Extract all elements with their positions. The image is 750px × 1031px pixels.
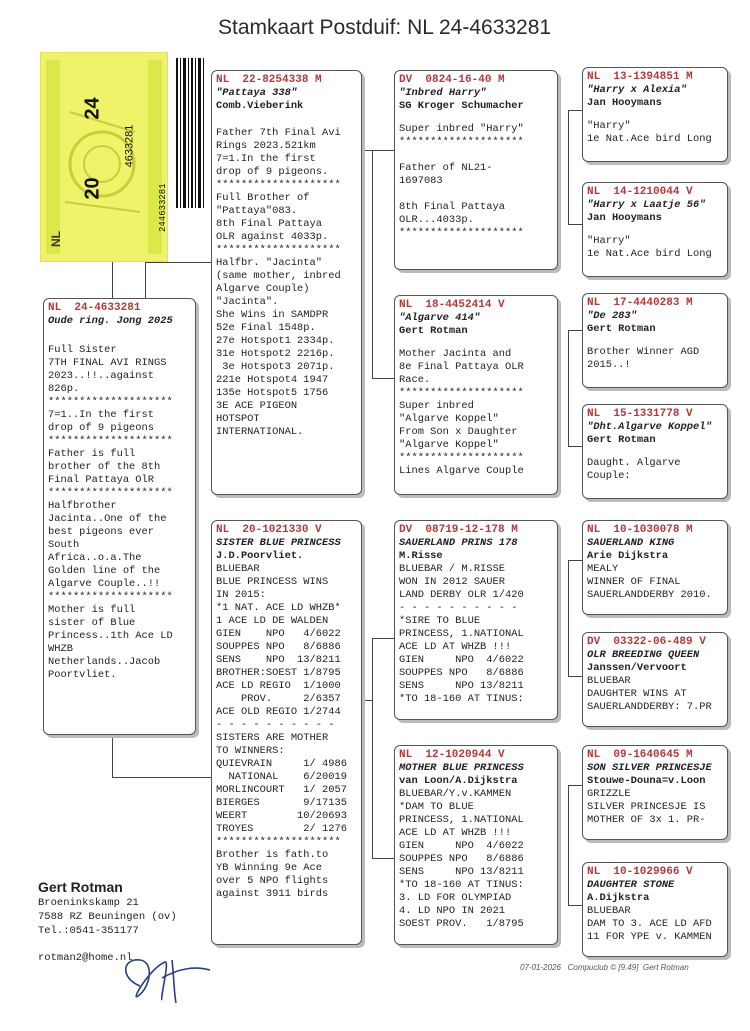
mf-text: BLUEBAR / M.RISSE WON IN 2012 SAUER LAND DERBY OLR 1/420 - - - - - - - - - - *SIRE TO BLUE PRINCESS, 1.NATIONAL ACE LD AT WHZB !!! GIEN NPO 4/6022 SOUPPES NPO 8/6886 SENS NPO 13/8211 *TO 18-160 AT TINUS: (399, 563, 524, 705)
fmf-card (582, 293, 728, 388)
mm-text: BLUEBAR/Y.v.KAMMEN *DAM TO BLUE PRINCESS, 1.NATIONAL ACE LD AT WHZB !!! GIEN NPO 4/6022 SOUPPES NPO 8/6886 SENS NPO 13/8211 *TO 18-160 AT TINUS: 3. LD FOR OLYMPIAD 4. LD NPO IN 2021 SOEST PROV. 1/8795 (399, 788, 524, 930)
connector-line (145, 262, 211, 263)
fm-text: Mother Jacinta and 8e Final Pattaya OLR Race. ******************** Super inbred "Algarve Koppel" From Son x Daughter "Algarve Koppel" ******************** Lines Algarve Couple (399, 348, 524, 477)
connector-line (568, 110, 582, 111)
owner-address (38, 878, 177, 938)
connector-line (568, 330, 582, 331)
sticker-year-left: 20 (81, 177, 104, 200)
father-breeder: Comb.Vieberink (216, 100, 304, 112)
owner-street: Broeninkskamp 21 (38, 897, 139, 909)
ffm-name: "Harry x Laatje 56" (587, 199, 706, 211)
connector-line (568, 785, 582, 786)
mf-card (394, 520, 558, 720)
fmm-breeder: Gert Rotman (587, 434, 656, 446)
connector-line (372, 378, 394, 379)
ring-sticker (40, 52, 208, 262)
connector-line (372, 638, 394, 639)
mf-ring: DV 08719-12-178 M (399, 524, 518, 536)
mfm-breeder: Janssen/Vervoort (587, 662, 687, 674)
mff-card (582, 520, 728, 615)
mmm-breeder: A.Dijkstra (587, 892, 650, 904)
mother-ring: NL 20-1021330 V (216, 524, 322, 536)
mmf-text: GRIZZLE SILVER PRINCESJE IS MOTHER OF 3x 1. PR- (587, 788, 706, 826)
mmf-card (582, 745, 728, 840)
connector-line (372, 858, 394, 859)
fmf-name: "De 283" (587, 310, 637, 322)
mmf-ring: NL 09-1640645 M (587, 749, 693, 761)
ffm-ring: NL 14-1210044 V (587, 186, 693, 198)
footer (520, 963, 689, 972)
fff-text: "Harry" 1e Nat.Ace bird Long (587, 120, 712, 145)
connector-line (112, 262, 113, 298)
mmm-name: DAUGHTER STONE (587, 879, 675, 891)
mff-breeder: Arie Dijkstra (587, 550, 669, 562)
fmf-text: Brother Winner AGD 2015..! (587, 346, 700, 371)
connector-line (372, 638, 373, 858)
subject-ring: NL 24-4633281 (48, 302, 141, 314)
mff-ring: NL 10-1030078 M (587, 524, 693, 536)
signature (110, 948, 220, 1013)
father-name: "Pattaya 338" (216, 87, 298, 99)
connector-line (362, 150, 394, 151)
mf-breeder: M.Risse (399, 550, 443, 562)
mfm-name: OLR BREEDING QUEEN (587, 649, 700, 661)
ff-ring: DV 0824-16-40 M (399, 74, 505, 86)
fff-card (582, 67, 728, 162)
fff-ring: NL 13-1394851 M (587, 71, 693, 83)
connector-line (372, 150, 373, 378)
mother-name: SISTER BLUE PRINCESS (216, 537, 341, 549)
ffm-text: "Harry" 1e Nat.Ace bird Long (587, 235, 712, 260)
mother-text: BLUEBAR BLUE PRINCESS WINS IN 2015: *1 NAT. ACE LD WHZB* 1 ACE LD DE WALDEN GIEN NPO 4/6022 SOUPPES NPO 8/6886 SENS NPO 13/8211 BROTHER:SOEST 1/8795 ACE LD REGIO 1/1000 PROV. 2/6357 ACE OLD REGIO 1/2744 - - - - - - - - - - SISTERS ARE MOTHER TO WINNERS: QUIEVRAIN 1/ 4986 NATIONAL 6/20019 MORLINCOURT 1/ 2057 BIERGES 9/17135 WEERT 10/20693 TROYES 2/ 1276 ******************** Brother is fath.to YB Winning 9e Ace over 5 NPO flights against 3911 birds (216, 563, 347, 900)
fmf-breeder: Gert Rotman (587, 323, 656, 335)
mff-name: SAUERLAND KING (587, 537, 675, 549)
connector-line (112, 777, 211, 778)
fff-name: "Harry x Alexia" (587, 84, 687, 96)
subject-name: Oude ring. Jong 2025 (48, 315, 173, 327)
ffm-breeder: Jan Hooymans (587, 212, 662, 224)
fmm-ring: NL 15-1331778 V (587, 408, 693, 420)
mfm-text: BLUEBAR DAUGHTER WINS AT SAUERLANDDERBY: 7.PR (587, 675, 712, 713)
connector-line (568, 785, 569, 905)
connector-line (568, 224, 582, 225)
sticker-ring-number: 4633281 (123, 124, 136, 168)
ff-card (394, 70, 558, 270)
mmm-ring: NL 10-1029966 V (587, 866, 693, 878)
mf-name: SAUERLAND PRINS 178 (399, 537, 518, 549)
ff-text: Super inbred "Harry" ******************** Father of NL21- 1697083 8th Final Pattaya OLR...4033p. ******************** (399, 123, 524, 239)
mm-ring: NL 12-1020944 V (399, 749, 505, 761)
connector-line (568, 905, 582, 906)
father-text: Father 7th Final Avi Rings 2023.521km 7=1.In the first drop of 9 pigeons. ******************** Full Brother of "Pattaya"083. 8th Final Pattaya OLR against 4033p. ******************** Halfbr. "Jacinta" (same mother, inbred Algarve Couple) "Jacinta". She Wins in SAMDPR 52e Final 1548p. 27e Hotspot1 2334p. 31e Hotspot2 2216p. 3e Hotspot3 2071p. 221e Hotspot4 1947 135e Hotspot5 1756 3E ACE PIGEON HOTSPOT INTERNATIONAL. (216, 127, 341, 438)
mm-card (394, 745, 558, 945)
owner-phone: Tel.:0541-351177 (38, 925, 139, 937)
fm-breeder: Gert Rotman (399, 325, 468, 337)
signature-graphic (110, 948, 220, 1008)
page-title: Stamkaart Postduif: NL 24-4633281 (218, 16, 552, 39)
ff-name: "Inbred Harry" (399, 87, 487, 99)
fmm-text: Daught. Algarve Couple: (587, 457, 681, 482)
sticker-barcode-text: 244633281 (158, 183, 168, 232)
owner-email: rotman2@home.nl (38, 952, 133, 964)
footer-date: 07-01-2026 (520, 963, 561, 972)
father-ring: NL 22-8254338 M (216, 74, 322, 86)
fm-card (394, 295, 558, 495)
mm-name: MOTHER BLUE PRINCESS (399, 762, 524, 774)
ffm-card (582, 182, 728, 277)
mmm-card (582, 862, 728, 957)
mff-text: MEALY WINNER OF FINAL SAUERLANDDERBY 2010. (587, 563, 712, 601)
connector-line (568, 330, 569, 446)
sticker-country: NL (49, 231, 63, 247)
mm-breeder: van Loon/A.Dijkstra (399, 775, 518, 787)
fm-name: "Algarve 414" (399, 312, 481, 324)
sticker-year-right: 24 (81, 97, 104, 120)
mmf-breeder: Stouwe-Douna=v.Loon (587, 775, 706, 787)
fff-breeder: Jan Hooymans (587, 97, 662, 109)
connector-line (568, 560, 569, 676)
mother-breeder: J.D.Poorvliet. (216, 550, 304, 562)
connector-line (568, 676, 582, 677)
ff-breeder: SG Kroger Schumacher (399, 100, 524, 112)
mfm-ring: DV 03322-06-489 V (587, 636, 706, 648)
fmm-name: "Dht.Algarve Koppel" (587, 421, 712, 433)
connector-line (112, 735, 113, 777)
owner-city: 7588 RZ Beuningen (ov) (38, 911, 177, 923)
mother-card (211, 520, 362, 945)
mfm-card (582, 632, 728, 727)
owner-name: Gert Rotman (38, 879, 123, 895)
connector-line (145, 262, 146, 298)
connector-line (568, 560, 582, 561)
father-card (211, 70, 362, 495)
mmf-name: SON SILVER PRINCESJE (587, 762, 712, 774)
footer-software: Compuclub © [9.49] Gert Rotman (567, 963, 689, 972)
connector-line (362, 700, 372, 701)
mmm-text: BLUEBAR DAM TO 3. ACE LD AFD 11 FOR YPE v. KAMMEN (587, 905, 712, 943)
fmf-ring: NL 17-4440283 M (587, 297, 693, 309)
fm-ring: NL 18-4452414 V (399, 299, 505, 311)
subject-card (43, 298, 196, 735)
fmm-card (582, 404, 728, 499)
connector-line (568, 110, 569, 224)
subject-text: Full Sister 7TH FINAL AVI RINGS 2023..!!..against 826p. ******************** 7=1..In the first drop of 9 pigeons ******************** Father is full brother of the 8th Final Pattaya OlR ******************** Halfbrother Jacinta..One of the best pigeons ever South Africa..o.a.The Golden line of the Algarve Couple..!! ******************** Mother is full sister of Blue Princess..1th Ace LD WHZB Netherlands..Jacob Poortvliet. (48, 344, 173, 681)
connector-line (568, 446, 582, 447)
